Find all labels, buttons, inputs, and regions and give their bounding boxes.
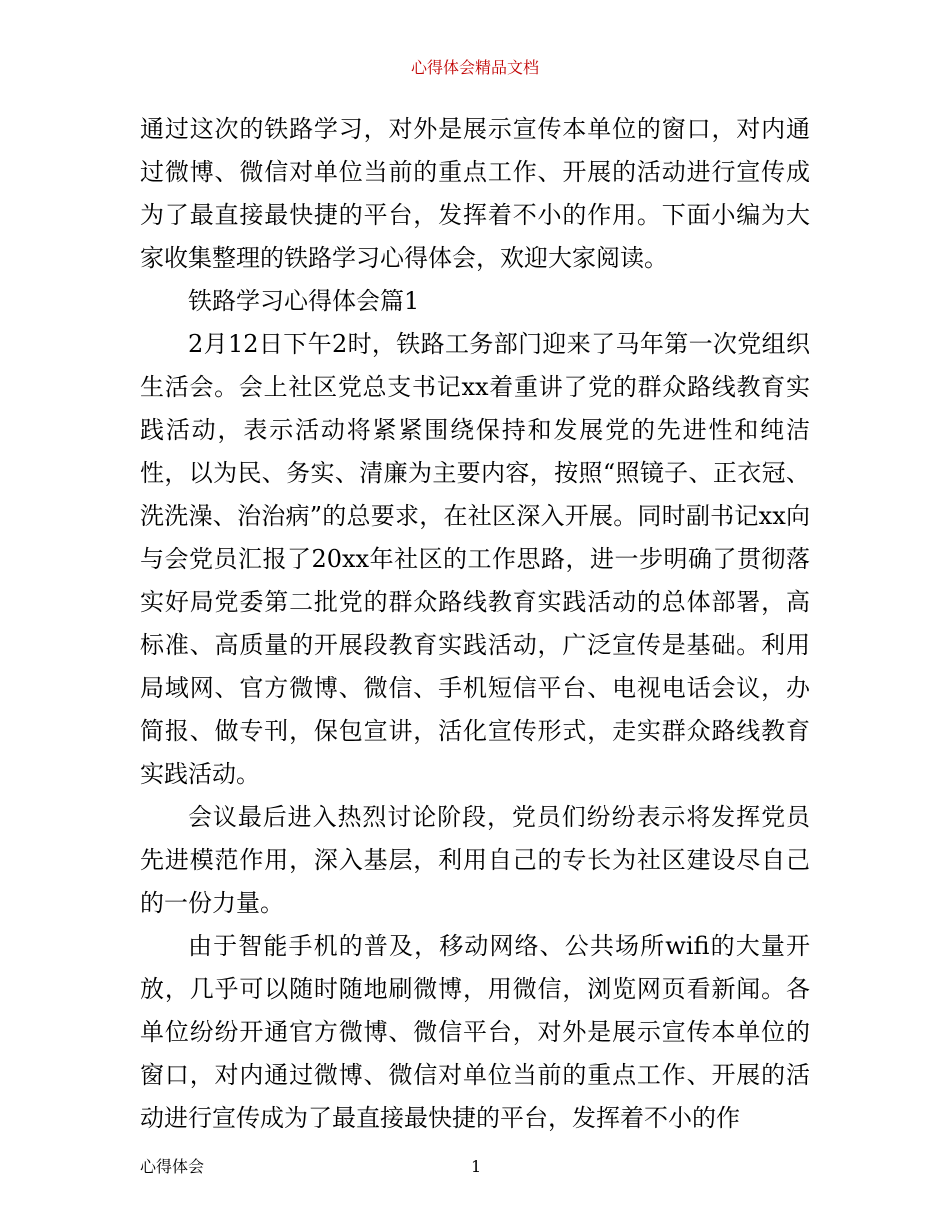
page-number: 1 [471,1157,482,1176]
paragraph-meeting: 2月12日下午2时，铁路工务部门迎来了马年第一次党组织生活会。会上社区党总支书记xx着重讲了党的群众路线教育实践活动，表示活动将紧紧围绕保持和发展党的先进性和纯洁性，以为民、务实、清廉为主要内容，按照“照镜子、正衣冠、洗洗澡、治治病”的总要求，在社区深入开展。同时副书记xx向与会党员汇报了20xx年社区的工作思路，进一步明确了贯彻落实好局党委第二批党的群众路线教育实践活动的总体部署，高标准、高质量的开展段教育实践活动，广泛宣传是基础。利用局域网、官方微博、微信、手机短信平台、电视电话会议，办简报、做专刊，保包宣讲，活化宣传形式，走实群众路线教育实践活动。 [140,330,810,788]
page-header-title: 心得体会精品文档 [410,58,539,77]
document-body [140,108,810,1140]
page-footer [140,1157,810,1177]
paragraph-intro: 通过这次的铁路学习，对外是展示宣传本单位的窗口，对内通过微博、微信对单位当前的重点工作、开展的活动进行宣传成为了最直接最快捷的平台，发挥着不小的作用。下面小编为大家收集整理的铁路学习心得体会，欢迎大家阅读。 [140,115,810,272]
section-heading: 铁路学习心得体会篇1 [188,287,420,315]
footer-label: 心得体会 [140,1157,205,1176]
paragraph-smartphone: 由于智能手机的普及，移动网络、公共场所wifi的大量开放，几乎可以随时随地刷微博，用微信，浏览网页看新闻。各单位纷纷开通官方微博、微信平台，对外是展示宣传本单位的窗口，对内通过微博、微信对单位当前的重点工作、开展的活动进行宣传成为了最直接最快捷的平台，发挥着不小的作 [140,932,810,1132]
paragraph-discussion: 会议最后进入热烈讨论阶段，党员们纷纷表示将发挥党员先进模范作用，深入基层，利用自己的专长为社区建设尽自己的一份力量。 [140,803,810,917]
